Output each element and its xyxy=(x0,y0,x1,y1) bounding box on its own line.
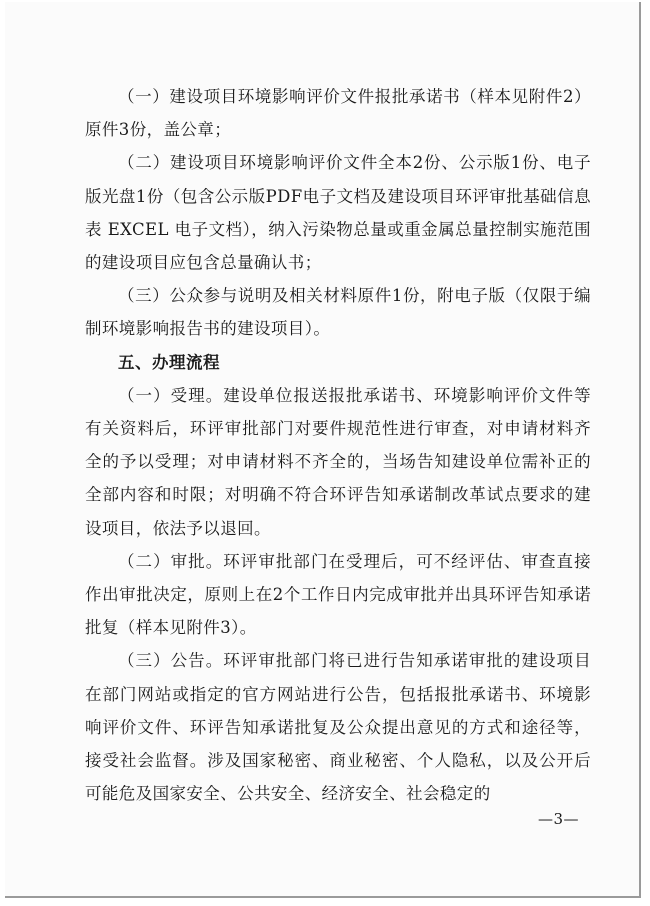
paragraph-materials-2: （二）建设项目环境影响评价文件全本2份、公示版1份、电子版光盘1份（包含公示版PDF电子文档及建设项目环评审批基础信息表 EXCEL 电子文档），纳入污染物总量或重金属总量控制实施范围的建设项目应包含总量确认书； xyxy=(85,153,591,273)
paragraph-materials-3: （三）公众参与说明及相关材料原件1份，附电子版（仅限于编制环境影响报告书的建设项目）。 xyxy=(85,286,591,339)
paragraph-process-accept: （一）受理。建设单位报送报批承诺书、环境影响评价文件等有关资料后，环评审批部门对要件规范性进行审查，对申请材料齐全的予以受理；对申请材料不齐全的，当场告知建设单位需补正的全部内容和时限；对明确不符合环评告知承诺制改革试点要求的建设项目，依法予以退回。 xyxy=(85,385,591,538)
paragraph-materials-1: （一）建设项目环境影响评价文件报批承诺书（样本见附件2）原件3份，盖公章； xyxy=(85,87,591,140)
paragraph-process-announce: （三）公告。环评审批部门将已进行告知承诺审批的建设项目在部门网站或指定的官方网站进行公告，包括报批承诺书、环境影响评价文件、环评告知承诺批复及公众提出意见的方式和途径等，接受社会监督。涉及国家秘密、商业秘密、个人隐私，以及公开后可能危及国家安全、公共安全、经济安全、社会稳定的 xyxy=(85,651,591,804)
section-heading: 五、办理流程 xyxy=(118,352,220,372)
document-page xyxy=(5,2,641,898)
paragraph-process-approve: （二）审批。环评审批部门在受理后，可不经评估、审查直接作出审批决定，原则上在2个工作日内完成审批并出具环评告知承诺批复（样本见附件3）。 xyxy=(85,551,591,638)
page-number: —3— xyxy=(537,810,579,828)
document-body xyxy=(85,80,591,810)
